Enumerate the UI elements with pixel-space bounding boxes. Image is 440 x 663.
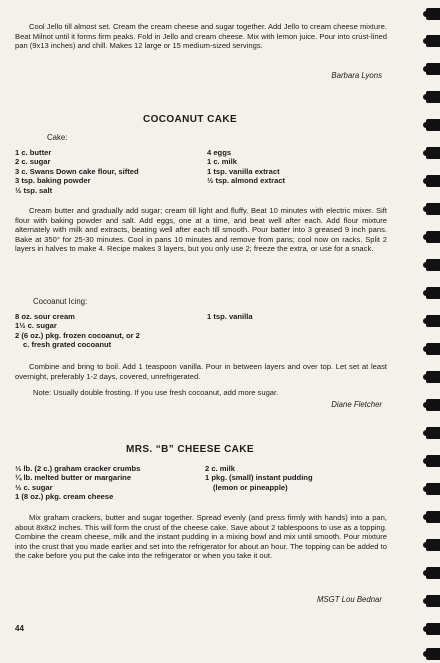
ingredient: ⅓ c. sugar (15, 482, 53, 492)
ingredient: 2 (6 oz.) pkg. frozen cocoanut, or 2 (15, 330, 140, 340)
cheesecake-ingredients-left (15, 464, 140, 502)
binding-tab (426, 427, 440, 439)
binding-tab (426, 287, 440, 299)
ingredient: 2 c. sugar (15, 157, 51, 167)
cake-ingredients-left (15, 148, 139, 195)
intro-author: Barbara Lyons (331, 71, 382, 80)
cocoanut-cake-title: COCOANUT CAKE (142, 114, 238, 125)
binding-tab (426, 35, 440, 47)
cake-label: Cake: (47, 133, 68, 142)
icing-ingredients-left (15, 312, 140, 350)
page-number: 44 (15, 624, 24, 633)
binding-tab (426, 315, 440, 327)
cake-note: Note: Usually double frosting. If you use fresh cocoanut, add more sugar. (33, 388, 279, 397)
binding-tab (426, 63, 440, 75)
binding-tab (426, 231, 440, 243)
ingredient: 1 tsp. vanilla (207, 312, 253, 321)
binding-tab (426, 147, 440, 159)
binding-tab (426, 595, 440, 607)
ingredient: 1 c. milk (207, 157, 237, 167)
ingredient: ½ tsp. salt (15, 185, 53, 195)
ingredient: 1½ c. sugar (15, 321, 57, 331)
binding-tab (426, 455, 440, 467)
binding-tab (426, 175, 440, 187)
ingredient: ½ tsp. almond extract (207, 176, 286, 186)
cheesecake-author: MSGT Lou Bednar (316, 595, 382, 604)
ingredient: 3 c. Swans Down cake flour, sifted (15, 166, 139, 176)
cake-ingredients-right (207, 148, 285, 186)
binding-tab (426, 119, 440, 131)
icing-directions: Combine and bring to boil. Add 1 teaspoon vanilla. Pour in between layers and over top. Let set at least overnight, preferably 1-2 days, covered, unrefrigerated. (15, 362, 387, 381)
binding-tab (426, 371, 440, 383)
cheesecake-ingredients-right (205, 464, 313, 492)
cake-author: Diane Fletcher (331, 400, 382, 409)
ingredient: 8 oz. sour cream (15, 312, 75, 321)
binding-tab (426, 567, 440, 579)
ingredient: c. fresh grated cocoanut (23, 340, 112, 350)
binding-tab (426, 511, 440, 523)
cheesecake-directions: Mix graham crackers, butter and sugar together. Spread evenly (and press firmly with hands) into a pan, about 8x8x2 inches. This will form the crust of the cheese cake. Save about 2 tablespoons to use as a topping. Combine the cream cheese, milk and the instant pudding in a mixing bowl and mix until smooth. Pour mixture into the crust that you made earlier and set into the refrigerator for about an hour. The topping can be added to the cake before you put the cake into the refrigerator or when you take it out. (15, 513, 387, 561)
icing-label: Cocoanut Icing: (33, 297, 88, 306)
binding-tab (426, 648, 440, 660)
spiral-binding (406, 0, 440, 663)
ingredient: 1 c. butter (15, 148, 52, 157)
ingredient: ⅓ lb. (2 c.) graham cracker crumbs (15, 464, 141, 473)
binding-tab (426, 91, 440, 103)
ingredient: (lemon or pineapple) (213, 482, 288, 492)
ingredient: 1 pkg. (small) instant pudding (205, 473, 313, 483)
ingredient: 1 (8 oz.) pkg. cream cheese (15, 492, 114, 502)
binding-tab (426, 483, 440, 495)
ingredient: ¼ lb. melted butter or margarine (15, 473, 132, 483)
ingredient: 3 tsp. baking powder (15, 176, 91, 186)
binding-tab (426, 399, 440, 411)
binding-tab (426, 203, 440, 215)
cake-directions: Cream butter and gradually add sugar; cream till light and fluffy. Beat 10 minutes with electric mixer. Sift flour with baking powder and salt. Add eggs, one at a time, and beat well after each. Add flour mixture alternately with milk and extracts, beating well after each till smooth. Pour batter into 3 greased 9 inch pans. Bake at 350° for 25-30 minutes. Cool in pans 10 minutes and remove from pans; cool now on racks. Split 2 layers in halves to make 4. Recipe makes 3 layers, but you only use 2; freeze the extra, or use for a snack. (15, 206, 387, 254)
binding-tab (426, 623, 440, 635)
binding-tab (426, 539, 440, 551)
intro-paragraph: Cool Jello till almost set. Cream the cream cheese and sugar together. Add Jello to cream cheese mixture. Beat Milnot until it forms firm peaks. Fold in Jello and cream cheese. Mix with lemon juice. Pour into crust-lined pan (9x13 inches) and chill. Makes 12 large or 15 medium-sized servings. (15, 22, 387, 51)
ingredient: 4 eggs (207, 148, 232, 157)
ingredient: 1 tsp. vanilla extract (207, 166, 280, 176)
icing-ingredients-right (207, 312, 253, 321)
binding-tab (426, 8, 440, 20)
binding-tab (426, 259, 440, 271)
cheese-cake-title: MRS. “B” CHEESE CAKE (125, 444, 254, 455)
ingredient: 2 c. milk (205, 464, 235, 473)
binding-tab (426, 343, 440, 355)
